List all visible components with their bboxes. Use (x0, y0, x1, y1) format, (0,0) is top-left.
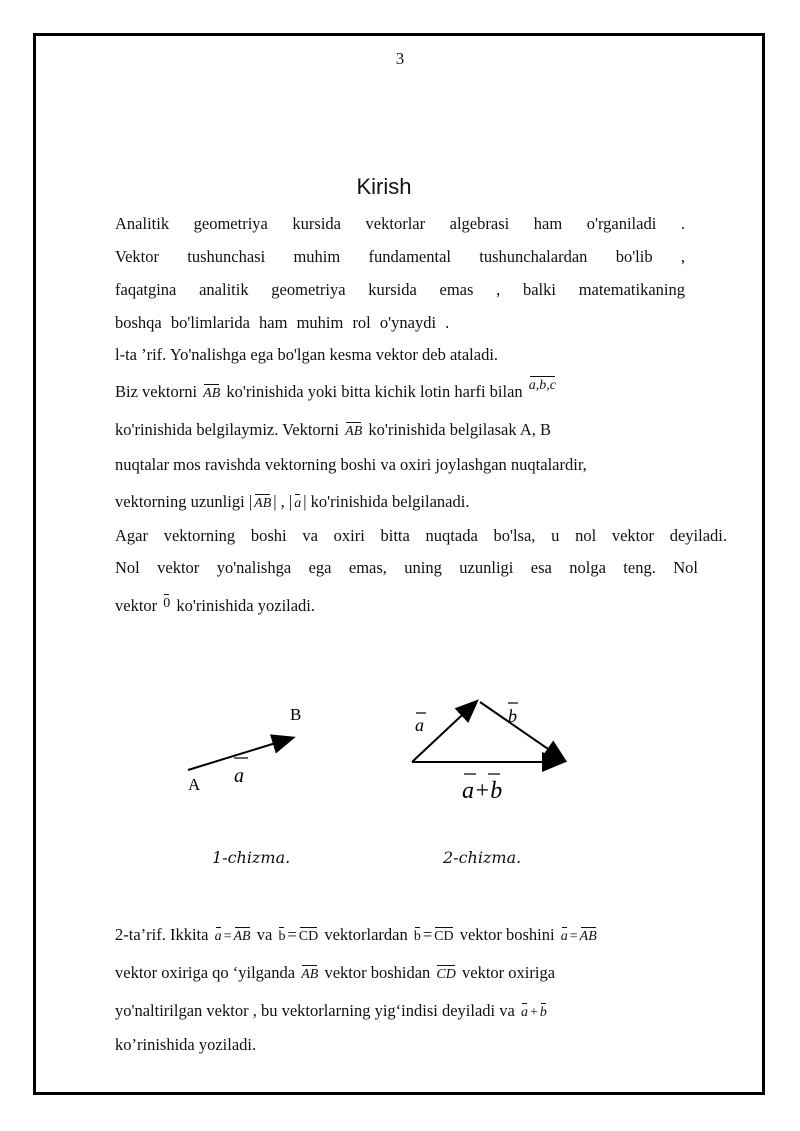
vector-a: a (561, 926, 568, 945)
vector-a: a (215, 926, 222, 945)
text-line-9: vektorning uzunligi | AB | , | a | ko'rinishida belgilanadi. (115, 492, 470, 511)
vector-AB: AB (345, 421, 362, 440)
text-line-14: vektor oxiriga qo ‘yilganda AB vektor boshidan CD vektor oxiriga (115, 963, 556, 982)
vectors-abc: a,b,c (529, 375, 556, 394)
vector-AB: AB (580, 926, 597, 945)
text-line-15: yo'naltirilgan vektor , bu vektorlarning yig‘indisi deyiladi va a + b (115, 1001, 547, 1020)
section-title: Kirish (356, 174, 412, 199)
vector-AB: AB (301, 964, 318, 983)
vector-b: b (414, 926, 421, 945)
text-line-8: nuqtalar mos ravishda vektorning boshi va oxiri joylashgan nuqtalardir, (115, 455, 587, 474)
vector-AB: AB (234, 926, 251, 945)
definition-1: l-ta ’rif. Yo'nalishga ega bo'lgan kesma vektor deb ataladi. (115, 345, 499, 364)
text-line-11: Nol vektor yo'nalishga ega emas, uning uzunligi esa nolga teng. Nol (115, 558, 698, 577)
text-line-2: Vektor tushunchasi muhim fundamental tushunchalardan bo'lib , (115, 247, 685, 266)
vector-CD: CD (436, 964, 455, 983)
text-line-1: Analitik geometriya kursida vektorlar algebrasi ham o'rganiladi . (115, 214, 685, 233)
text-line-7: ko'rinishida belgilaymiz. Vektorni AB ko'rinishida belgilasak A, B (115, 420, 551, 439)
vector-b-label: b (508, 706, 517, 726)
vector-b: b (540, 1002, 547, 1021)
figure-2-caption: 2-chizma. (443, 848, 522, 867)
vector-AB: AB (203, 383, 220, 402)
text-line-12: vektor 0 ko'rinishida yoziladi. (115, 596, 315, 616)
text-line-6: Biz vektorni AB ko'rinishida yoki bitta kichik lotin harfi bilan a,b,c (115, 382, 558, 402)
text-line-10: Agar vektorning boshi va oxiri bitta nuqtada bo'lsa, u nol vektor deyiladi. (115, 526, 727, 545)
vector-CD: CD (299, 926, 318, 945)
zero-vector: 0 (163, 593, 170, 612)
point-B-label: B (290, 705, 302, 724)
text-line-3: faqatgina analitik geometriya kursida emas , balki matematikaning (115, 280, 685, 299)
vector-a: a (521, 1002, 528, 1021)
vector-AB: AB (254, 493, 271, 512)
vector-sum-label: a+b (462, 778, 503, 804)
text-line-16: ko’rinishida yoziladi. (115, 1035, 257, 1054)
figure-1-caption: 1-chizma. (212, 848, 291, 867)
text-line-4: boshqa bo'limlarida ham muhim rol o'ynaydi . (115, 313, 450, 332)
figure-2-triangle (400, 690, 580, 810)
vector-CD: CD (434, 926, 453, 945)
vector-a-label: a (234, 765, 244, 787)
vector-a: a (294, 493, 301, 512)
point-A-label: A (188, 775, 201, 794)
vector-a-label: a (415, 715, 424, 735)
vector-b-arrow (480, 702, 564, 760)
page-number: 3 (395, 49, 405, 68)
figure-1-vector (170, 690, 350, 810)
definition-2: 2-ta’rif. Ikkita a = AB va b = CD vektorlardan b = CD vektor boshini a = AB (115, 925, 597, 944)
vector-b: b (278, 926, 285, 945)
